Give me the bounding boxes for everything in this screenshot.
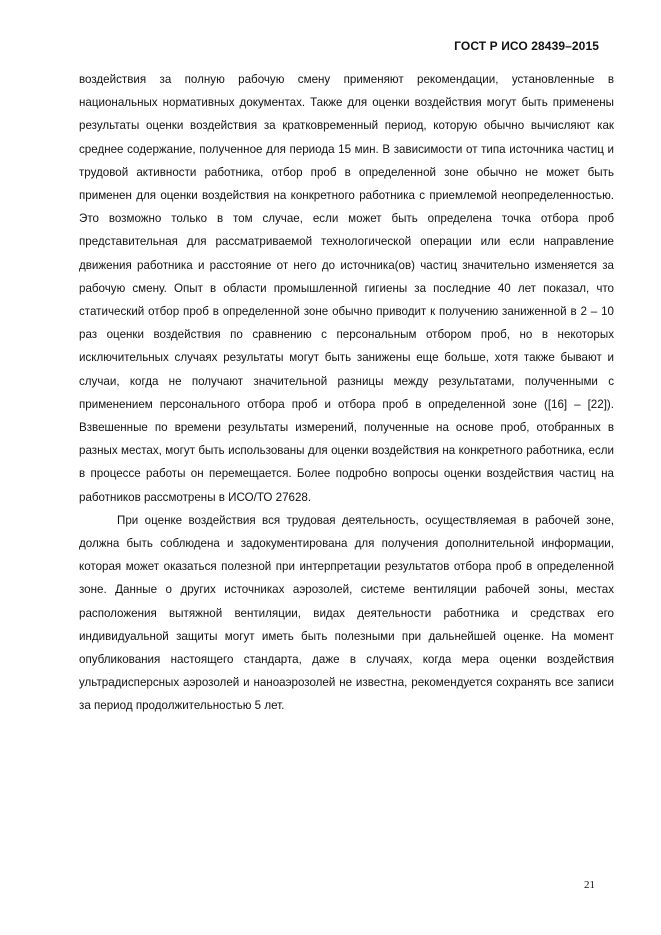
body-text xyxy=(79,68,614,718)
page-number: 21 xyxy=(584,879,595,891)
standard-header: ГОСТ Р ИСО 28439–2015 xyxy=(454,39,599,53)
paragraph-continued: воздействия за полную рабочую смену применяют рекомендации, установленные в национальных нормативных документах. Также для оценки воздействия могут быть применены результаты оценки воздействия за кратковременный период, которую обычно вычисляют как среднее содержание, полученное для периода 15 мин. В зависимости от типа источника частиц и трудовой активности работника, отбор проб в определенной зоне обычно не может быть применен для оценки воздействия на конкретного работника с приемлемой неопределенностью. Это возможно только в том случае, если может быть определена точка отбора проб представительная для рассматриваемой технологической операции или если направление движения работника и расстояние от него до источника(ов) частиц значительно изменяется за рабочую смену. Опыт в области промышленной гигиены за последние 40 лет показал, что статический отбор проб в определенной зоне обычно приводит к получению заниженной в 2 – 10 раз оценки воздействия по сравнению с персональным отбором проб, но в некоторых исключительных случаях результаты могут быть занижены еще больше, хотя также бывают и случаи, когда не получают значительной разницы между результатами, полученными с применением персонального отбора проб и отбора проб в определенной зоне ([16] – [22]). Взвешенные по времени результаты измерений, полученные на основе проб, отобранных в разных местах, могут быть использованы для оценки воздействия на конкретного работника, если в процессе работы он перемещается. Более подробно вопросы оценки воздействия частиц на работников рассмотрены в ИСО/ТО 27628. xyxy=(79,73,614,504)
paragraph-exposure-assessment: При оценке воздействия вся трудовая деятельность, осуществляемая в рабочей зоне, должна быть соблюдена и задокументирована для получения дополнительной информации, которая может оказаться полезной при интерпретации результатов отбора проб в определенной зоне. Данные о других источниках аэрозолей, системе вентиляции рабочей зоны, местах расположения вытяжной вентиляции, видах деятельности работника и средствах его индивидуальной защиты могут иметь быть полезными при дальнейшей оценке. На момент опубликования настоящего стандарта, даже в случаях, когда мера оценки воздействия ультрадисперсных аэрозолей и наноаэрозолей не известна, рекомендуется сохранять все записи за период продолжительностью 5 лет. xyxy=(79,513,614,713)
